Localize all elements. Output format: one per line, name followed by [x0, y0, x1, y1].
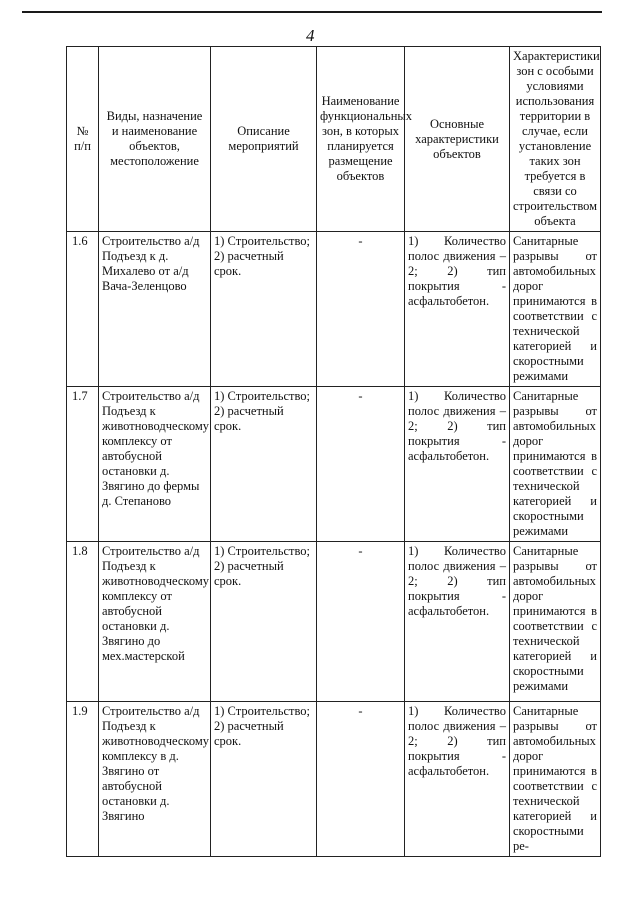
- row-characteristics: 1) Количество полос движения – 2; 2) тип покрытия - асфальтобетон.: [405, 542, 510, 702]
- row-characteristics: 1) Количество полос движения – 2; 2) тип покрытия - асфальтобетон.: [405, 387, 510, 542]
- header-measures: Описание мероприятий: [211, 47, 317, 232]
- row-zones: -: [317, 232, 405, 387]
- row-special: Санитарные разрывы от автомобильных дорог принимаются в соответствии с технической категорией и скоростными режимами: [510, 232, 601, 387]
- objects-table: [66, 46, 601, 857]
- top-rule: [22, 11, 602, 13]
- table-row: [67, 702, 601, 857]
- row-name: Строительство а/д Подъезд к животноводческому комплексу от автобусной остановки д. Звягино до фермы д. Степаново: [99, 387, 211, 542]
- row-characteristics: 1) Количество полос движения – 2; 2) тип покрытия - асфальтобетон.: [405, 232, 510, 387]
- row-measures: 1) Строительство; 2) расчетный срок.: [211, 387, 317, 542]
- row-measures: 1) Строительство; 2) расчетный срок.: [211, 232, 317, 387]
- row-measures: 1) Строительство; 2) расчетный срок.: [211, 702, 317, 857]
- row-special: Санитарные разрывы от автомобильных дорог принимаются в соответствии с технической категорией и скоростными ре-: [510, 702, 601, 857]
- page-number: 4: [306, 26, 315, 45]
- row-special: Санитарные разрывы от автомобильных дорог принимаются в соответствии с технической категорией и скоростными режимами: [510, 387, 601, 542]
- row-special: Санитарные разрывы от автомобильных дорог принимаются в соответствии с технической категорией и скоростными режимами: [510, 542, 601, 702]
- row-name: Строительство а/д Подъезд к д. Михалево от а/д Вача-Зеленцово: [99, 232, 211, 387]
- row-name: Строительство а/д Подъезд к животноводческому комплексу от автобусной остановки д. Звягино до мех.мастерской: [99, 542, 211, 702]
- table-row: [67, 232, 601, 387]
- header-characteristics: Основные характеристики объектов: [405, 47, 510, 232]
- row-measures: 1) Строительство; 2) расчетный срок.: [211, 542, 317, 702]
- row-num: 1.7: [67, 387, 99, 542]
- row-characteristics: 1) Количество полос движения – 2; 2) тип покрытия - асфальтобетон.: [405, 702, 510, 857]
- row-num: 1.6: [67, 232, 99, 387]
- header-zones: Наименование функциональных зон, в которых планируется размещение объектов: [317, 47, 405, 232]
- header-special: Характеристики зон с особыми условиями использования территории в случае, если установление таких зон требуется в связи со строительством объекта: [510, 47, 601, 232]
- row-zones: -: [317, 542, 405, 702]
- row-zones: -: [317, 702, 405, 857]
- header-num: № п/п: [67, 47, 99, 232]
- header-name: Виды, назначение и наименование объектов, местоположение: [99, 47, 211, 232]
- row-zones: -: [317, 387, 405, 542]
- table-row: [67, 387, 601, 542]
- header-row: [67, 47, 601, 232]
- table-row: [67, 542, 601, 702]
- row-num: 1.8: [67, 542, 99, 702]
- row-name: Строительство а/д Подъезд к животноводческому комплексу в д. Звягино от автобусной остановки д. Звягино: [99, 702, 211, 857]
- row-num: 1.9: [67, 702, 99, 857]
